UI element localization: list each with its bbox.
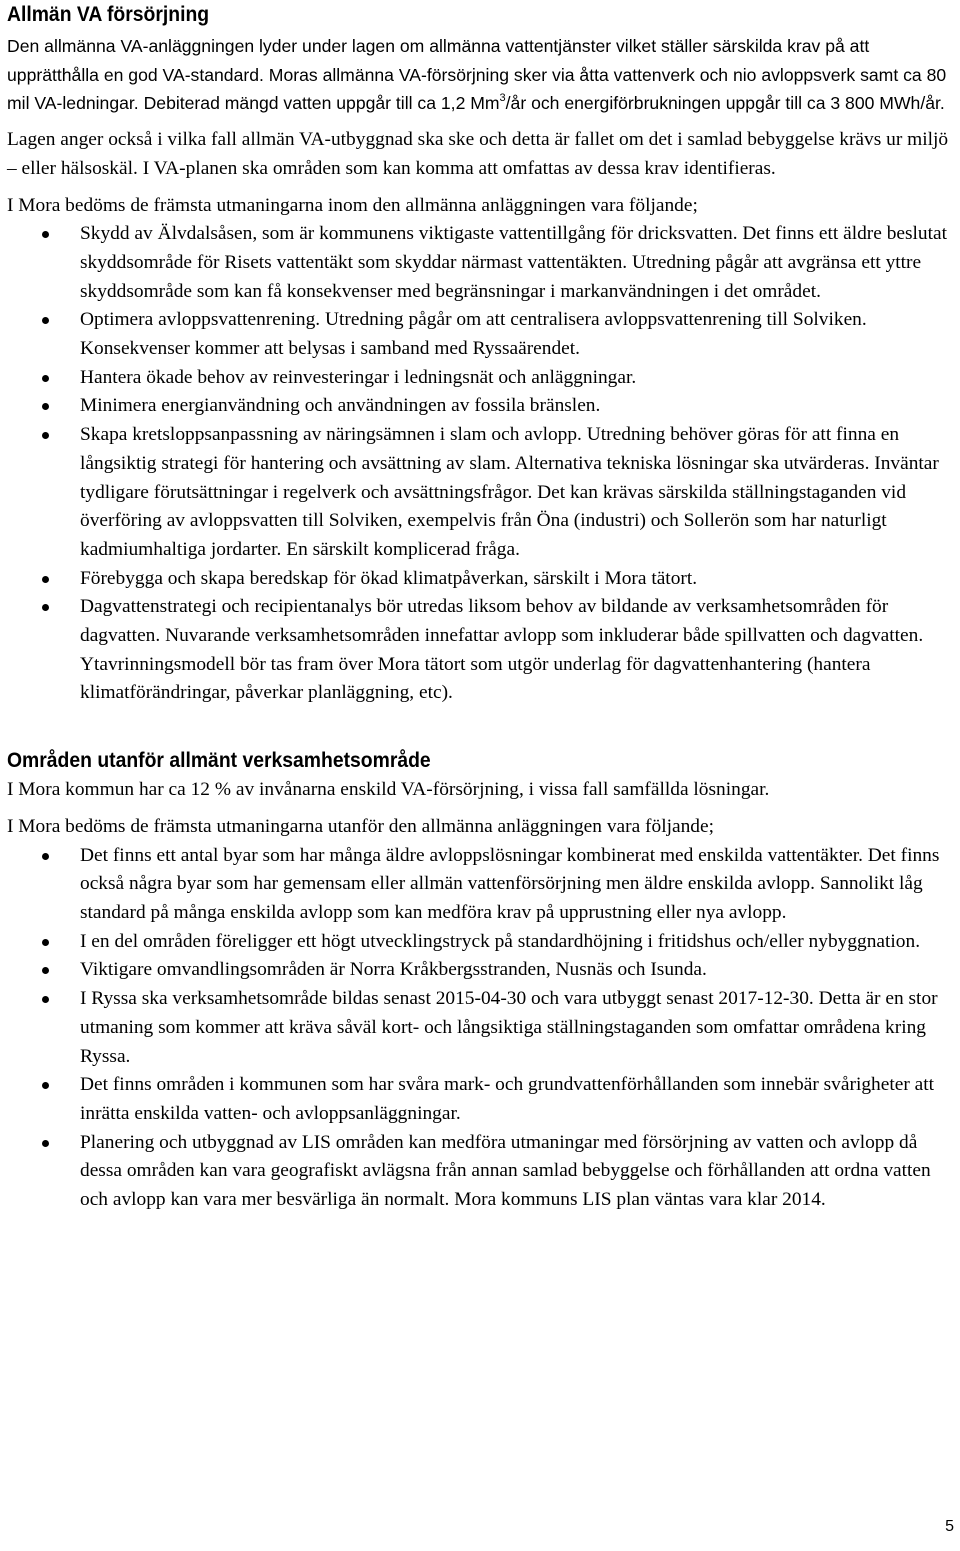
enskild-paragraph: I Mora kommun har ca 12 % av invånarna enskild VA-försörjning, i vissa fall samfällda lösningar. [7,779,770,801]
bullet-icon [42,432,49,439]
intro-paragraph [7,32,960,118]
superscript: 3 [499,92,506,105]
bullet-icon [42,317,49,324]
list-item-text: Hantera ökade behov av reinvesteringar i ledningsnät och anläggningar. [80,366,637,388]
bullet-icon [42,403,49,410]
list-item [7,421,960,565]
bullet-icon [42,604,49,611]
bullet-icon [42,1140,49,1147]
list-item [7,220,960,306]
section-heading-allman-va: Allmän VA försörjning [7,2,210,26]
law-paragraph: Lagen anger också i vilka fall allmän VA-utbyggnad ska ske och detta är fallet om det i samlad bebyggelse krävs ur miljö – eller hälsoskäl. I VA-planen ska områden som kan komma att omfattas av dessa krav identifieras. [7,129,949,179]
list-item-text: Skydd av Älvdalsåsen, som är kommunens viktigaste vattentillgång för dricksvatten. Det finns ett äldre beslutat skyddsområde för Risets vattentäkt som skyddar närmast vattentäkten. Utredning pågår att avgränsa ett yttre skyddsområde som kan få konsekvenser med begränsningar i markanvändningen i det området. [80,223,948,302]
list-item [7,593,960,708]
bullet-icon [42,853,49,860]
list-item [7,985,960,1071]
list-item-text: Planering och utbyggnad av LIS områden kan medföra utmaningar med försörjning av vatten och avlopp då dessa områden kan vara geografiskt avlägsna från annan samlad bebyggelse och förhållanden att ordna vatten och avlopp kan vara mer besvärliga än normalt. Mora kommuns LIS plan väntas vara klar 2014. [80,1131,931,1211]
challenges-list-private [7,842,960,1215]
list-item [7,928,960,957]
list-item [7,306,960,363]
intro-text-end: /år och energiförbrukningen uppgår till ca 3 800 MWh/år. [505,93,945,114]
list-item [7,1129,960,1215]
list-item-text: Optimera avloppsvattenrening. Utredning pågår om att centralisera avloppsvattenrening till Solviken. Konsekvenser kommer att belysas i samband med Ryssaärendet. [80,309,867,360]
bullet-icon [42,576,49,583]
list-item [7,842,960,928]
list-item-text: Viktigare omvandlingsområden är Norra Kråkbergsstranden, Nusnäs och Isunda. [80,959,707,981]
list-item [7,956,960,985]
bullet-icon [42,939,49,946]
challenges-list-public [7,220,960,708]
list-item-text: Minimera energianvändning och användningen av fossila bränslen. [80,395,601,417]
list-item [7,565,960,594]
list-item [7,392,960,421]
list-item [7,364,960,393]
list-item-text: Det finns områden i kommunen som har svåra mark- och grundvattenförhållanden som innebär svårigheter att inrätta enskilda vatten- och avloppsanläggningar. [80,1074,935,1124]
list-item [7,1071,960,1128]
list-item-text: Dagvattenstrategi och recipientanalys bör utredas liksom behov av bildande av verksamhetsområden för dagvatten. Nuvarande verksamhetsområden innefattar avlopp som inkluderar både spillvatten och dagvatten. Ytavrinningsmodell bör tas fram över Mora tätort som utgör underlag för dagvattenhantering (hantera klimatförändringar, påverkar planläggning, etc). [80,596,924,704]
bullet-icon [42,231,49,238]
bullet-icon [42,967,49,974]
section-heading-utanfor: Områden utanför allmänt verksamhetsområde [7,748,431,773]
bullet-icon [42,1082,49,1089]
document-page [7,0,960,1215]
list-item-text: Det finns ett antal byar som har många äldre avloppslösningar kombinerat med enskilda vattentäkter. Det finns också några byar som har gemensam eller allmän vattenförsörjning men äldre enskilda avlopp. Sannolikt låg standard på många enskilda avlopp som kan medföra krav på upprustning eller nya avlopp. [80,844,940,923]
list-item-text: Skapa kretsloppsanpassning av näringsämnen i slam och avlopp. Utredning behöver göras för att finna en långsiktig strategi för hantering och avsättning av slam. Alternativa tekniska lösningar ska utvärderas. Inväntar tydligare förutsättningar i regelverk och avsättningsfrågor. Det kan krävas särskilda ställningstaganden vid överföring av avloppsvatten till Solviken, exempelvis från Öna (industri) och Sollerön som har naturligt kadmiumhaltiga jordarter. En särskilt komplicerad fråga. [80,424,939,560]
list-item-text: I en del områden föreligger ett högt utvecklingstryck på standardhöjning i fritidshus och/eller nybyggnation. [80,930,921,952]
list-item-text: Förebygga och skapa beredskap för ökad klimatpåverkan, särskilt i Mora tätort. [80,567,698,589]
page-number: 5 [945,1518,954,1535]
list-item-text: I Ryssa ska verksamhetsområde bildas senast 2015-04-30 och vara utbyggt senast 2017-12-30. Detta är en stor utmaning som kommer att kräva såväl kort- och långsiktiga ställningstaganden som omfattar områdena kring Ryssa. [80,988,938,1067]
bullet-icon [42,996,49,1003]
bullet-icon [42,375,49,382]
challenges-intro: I Mora bedöms de främsta utmaningarna inom den allmänna anläggningen vara följande; [7,194,698,216]
intro-text: Den allmänna VA-anläggningen lyder under lagen om allmänna vattentjänster vilket ställer särskilda krav på att upprätthålla en god VA-standard. Moras allmänna VA-försörjning sker via åtta vattenverk och nio avloppsverk samt ca 80 mil VA-ledningar. Debiterad mängd vatten uppgår till ca 1,2 Mm [7,36,947,114]
challenges-intro-private: I Mora bedöms de främsta utmaningarna utanför den allmänna anläggningen vara följande; [7,815,714,837]
